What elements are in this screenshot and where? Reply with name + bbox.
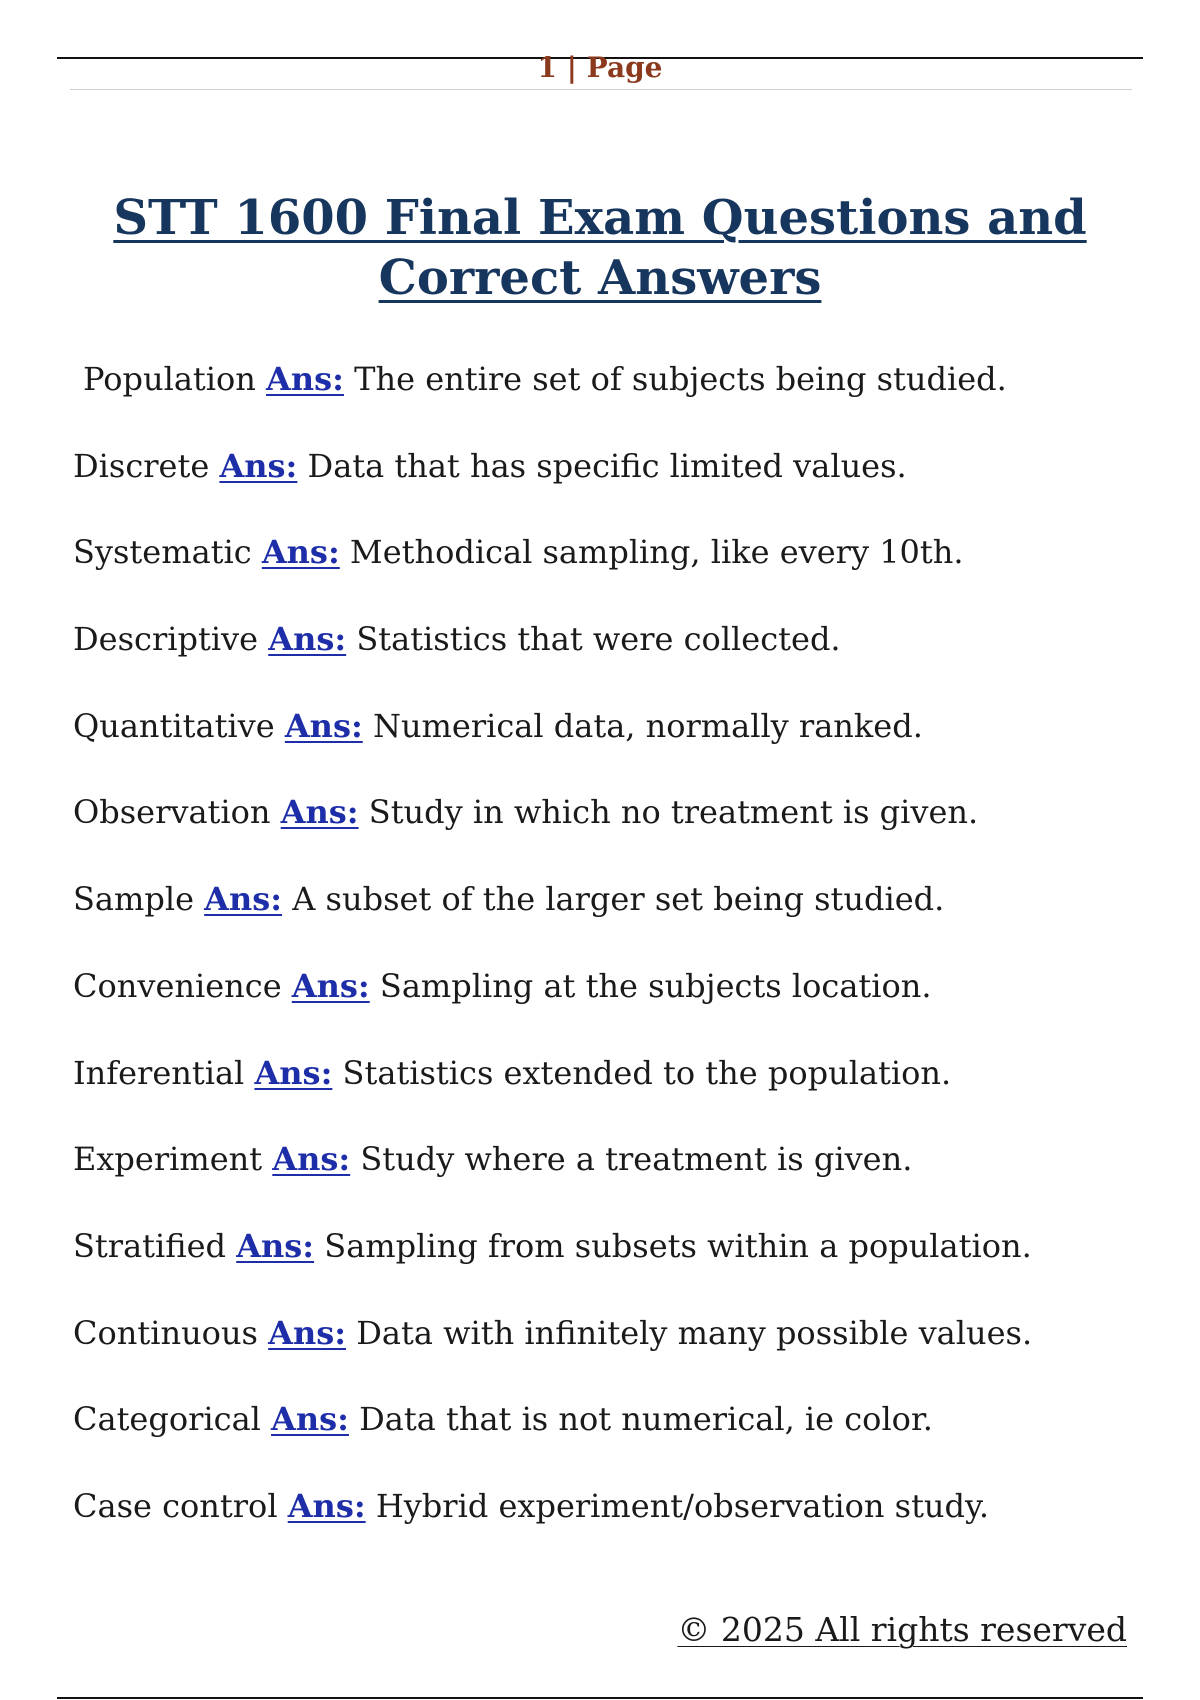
qa-term: Stratified xyxy=(73,1226,227,1265)
ans-link[interactable]: Ans: xyxy=(236,1226,315,1265)
qa-term: Observation xyxy=(73,793,271,832)
ans-link[interactable]: Ans: xyxy=(291,966,370,1005)
qa-item xyxy=(73,1309,1133,1396)
qa-term: Experiment xyxy=(73,1140,263,1179)
qa-list xyxy=(73,355,1133,1569)
qa-answer: A subset of the larger set being studied. xyxy=(292,880,945,919)
qa-term: Descriptive xyxy=(73,620,259,659)
qa-answer: Statistics extended to the population. xyxy=(342,1053,952,1092)
qa-answer: Sampling from subsets within a population. xyxy=(324,1226,1032,1265)
qa-term: Continuous xyxy=(73,1313,258,1352)
qa-item xyxy=(73,1482,1133,1569)
qa-term: Systematic xyxy=(73,533,252,572)
qa-answer: Statistics that were collected. xyxy=(356,620,841,659)
footer-rule xyxy=(57,1697,1143,1699)
qa-answer: Sampling at the subjects location. xyxy=(379,966,932,1005)
qa-answer: Hybrid experiment/observation study. xyxy=(375,1486,990,1525)
qa-item xyxy=(73,1395,1133,1482)
qa-term: Case control xyxy=(73,1486,278,1525)
qa-answer: Study where a treatment is given. xyxy=(360,1140,913,1179)
qa-item xyxy=(73,875,1133,962)
ans-link[interactable]: Ans: xyxy=(271,1400,349,1439)
qa-item xyxy=(73,788,1133,875)
qa-answer: Numerical data, normally ranked. xyxy=(372,706,923,745)
qa-answer: Data with infinitely many possible values. xyxy=(356,1313,1033,1352)
qa-answer: Methodical sampling, like every 10th. xyxy=(349,533,964,572)
qa-term: Categorical xyxy=(73,1400,261,1439)
qa-term: Population xyxy=(83,360,256,398)
document-title: STT 1600 Final Exam Questions and Correct Answers xyxy=(113,190,1087,306)
qa-item xyxy=(73,528,1133,615)
qa-item xyxy=(73,962,1133,1049)
ans-link[interactable]: Ans: xyxy=(254,1053,333,1092)
copyright-notice: © 2025 All rights reserved xyxy=(677,1610,1127,1649)
ans-link[interactable]: Ans: xyxy=(284,706,363,745)
qa-answer: Study in which no treatment is given. xyxy=(368,793,979,832)
qa-item xyxy=(73,615,1133,702)
qa-item xyxy=(73,702,1133,789)
header-bottom-rule xyxy=(70,89,1132,90)
ans-link[interactable]: Ans: xyxy=(268,1313,347,1352)
qa-answer: Data that has specific limited values. xyxy=(307,446,907,485)
qa-answer: Data that is not numerical, ie color. xyxy=(359,1400,933,1439)
qa-item xyxy=(73,1049,1133,1136)
qa-term: Sample xyxy=(73,880,194,919)
qa-answer: The entire set of subjects being studied. xyxy=(354,360,1007,398)
qa-term: Discrete xyxy=(73,446,210,485)
ans-link[interactable]: Ans: xyxy=(287,1486,366,1525)
ans-link[interactable]: Ans: xyxy=(219,446,298,485)
qa-item xyxy=(73,1222,1133,1309)
qa-item xyxy=(73,1135,1133,1222)
ans-link[interactable]: Ans: xyxy=(268,620,347,659)
page-number-label: 1 | Page xyxy=(537,51,663,84)
qa-term: Convenience xyxy=(73,966,282,1005)
qa-item xyxy=(73,355,1133,442)
ans-link[interactable]: Ans: xyxy=(261,533,340,572)
ans-link[interactable]: Ans: xyxy=(272,1140,351,1179)
ans-link[interactable]: Ans: xyxy=(266,360,344,398)
qa-term: Quantitative xyxy=(73,706,275,745)
qa-term: Inferential xyxy=(73,1053,245,1092)
ans-link[interactable]: Ans: xyxy=(204,880,283,919)
qa-item xyxy=(73,442,1133,529)
ans-link[interactable]: Ans: xyxy=(280,793,359,832)
